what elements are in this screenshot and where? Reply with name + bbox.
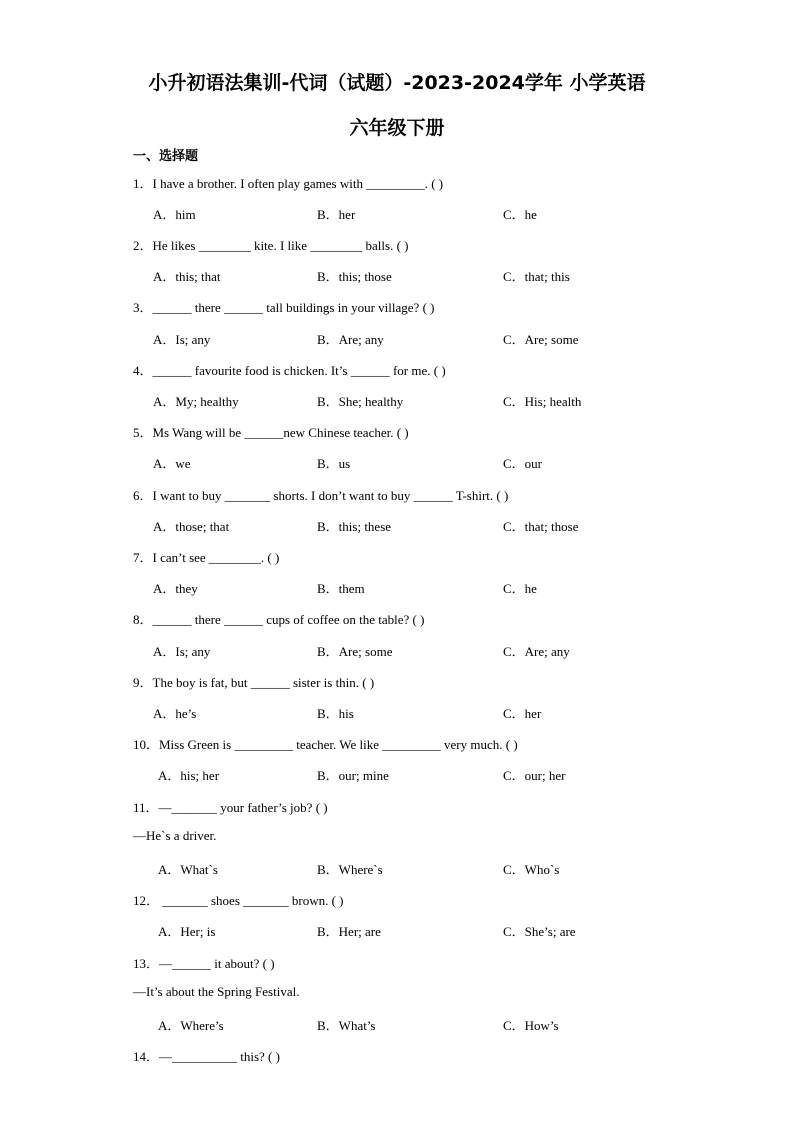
option-2b[interactable]: B．this; those	[317, 269, 392, 284]
question-6: 6．I want to buy _______ shorts. I don’t want to buy ______ T-shirt. ( )	[133, 488, 509, 503]
question-11-dialogue: —He`s a driver.	[133, 828, 217, 843]
option-4a[interactable]: A．My; healthy	[153, 394, 239, 409]
question-3: 3．______ there ______ tall buildings in your village? ( )	[133, 300, 435, 315]
option-4b[interactable]: B．She; healthy	[317, 394, 404, 409]
option-13b[interactable]: B．What’s	[317, 1018, 376, 1033]
option-8a[interactable]: A．Is; any	[153, 644, 211, 659]
option-11b[interactable]: B．Where`s	[317, 862, 383, 877]
question-9: 9．The boy is fat, but ______ sister is thin. ( )	[133, 675, 375, 690]
option-3c[interactable]: C．Are; some	[503, 332, 579, 347]
option-3b[interactable]: B．Are; any	[317, 332, 384, 347]
option-6a[interactable]: A．those; that	[153, 519, 230, 534]
option-12b[interactable]: B．Her; are	[317, 924, 381, 939]
option-7c[interactable]: C．he	[503, 581, 537, 596]
option-13c[interactable]: C．How’s	[503, 1018, 559, 1033]
option-1b[interactable]: B．her	[317, 207, 356, 222]
option-9b[interactable]: B．his	[317, 706, 354, 721]
option-10c[interactable]: C．our; her	[503, 768, 566, 783]
option-5a[interactable]: A．we	[153, 456, 191, 471]
option-8b[interactable]: B．Are; some	[317, 644, 393, 659]
option-1c[interactable]: C．he	[503, 207, 537, 222]
question-8: 8．______ there ______ cups of coffee on the table? ( )	[133, 612, 425, 627]
option-9a[interactable]: A．he’s	[153, 706, 197, 721]
option-8c[interactable]: C．Are; any	[503, 644, 570, 659]
option-4c[interactable]: C．His; health	[503, 394, 582, 409]
question-4: 4．______ favourite food is chicken. It’s ______ for me. ( )	[133, 363, 446, 378]
option-7b[interactable]: B．them	[317, 581, 365, 596]
option-5b[interactable]: B．us	[317, 456, 351, 471]
option-11a[interactable]: A．What`s	[158, 862, 218, 877]
option-13a[interactable]: A．Where’s	[158, 1018, 224, 1033]
option-6b[interactable]: B．this; these	[317, 519, 392, 534]
option-7a[interactable]: A．they	[153, 581, 198, 596]
option-10b[interactable]: B．our; mine	[317, 768, 389, 783]
option-5c[interactable]: C．our	[503, 456, 543, 471]
question-7: 7．I can’t see ________. ( )	[133, 550, 280, 565]
option-10a[interactable]: A．his; her	[158, 768, 220, 783]
option-1a[interactable]: A．him	[153, 207, 196, 222]
document-title-line1: 小升初语法集训-代词（试题）-2023-2024学年 小学英语	[148, 72, 646, 94]
question-1: 1．I have a brother. I often play games with _________. ( )	[133, 176, 444, 191]
question-14: 14．—__________ this? ( )	[133, 1049, 280, 1064]
question-12: 12． _______ shoes _______ brown. ( )	[133, 893, 344, 908]
question-2: 2．He likes ________ kite. I like ________ balls. ( )	[133, 238, 409, 253]
option-2a[interactable]: A．this; that	[153, 269, 221, 284]
option-12c[interactable]: C．She’s; are	[503, 924, 576, 939]
option-12a[interactable]: A．Her; is	[158, 924, 216, 939]
option-3a[interactable]: A．Is; any	[153, 332, 211, 347]
question-13: 13．—______ it about? ( )	[133, 956, 275, 971]
option-6c[interactable]: C．that; those	[503, 519, 579, 534]
question-10: 10．Miss Green is _________ teacher. We like _________ very much. ( )	[133, 737, 518, 752]
question-5: 5．Ms Wang will be ______new Chinese teacher. ( )	[133, 425, 409, 440]
question-13-dialogue: —It’s about the Spring Festival.	[133, 984, 300, 999]
option-11c[interactable]: C．Who`s	[503, 862, 560, 877]
option-9c[interactable]: C．her	[503, 706, 542, 721]
section-heading: 一、选择题	[133, 149, 199, 164]
question-11: 11．—_______ your father’s job? ( )	[133, 800, 328, 815]
option-2c[interactable]: C．that; this	[503, 269, 570, 284]
document-title-line2: 六年级下册	[349, 117, 445, 139]
